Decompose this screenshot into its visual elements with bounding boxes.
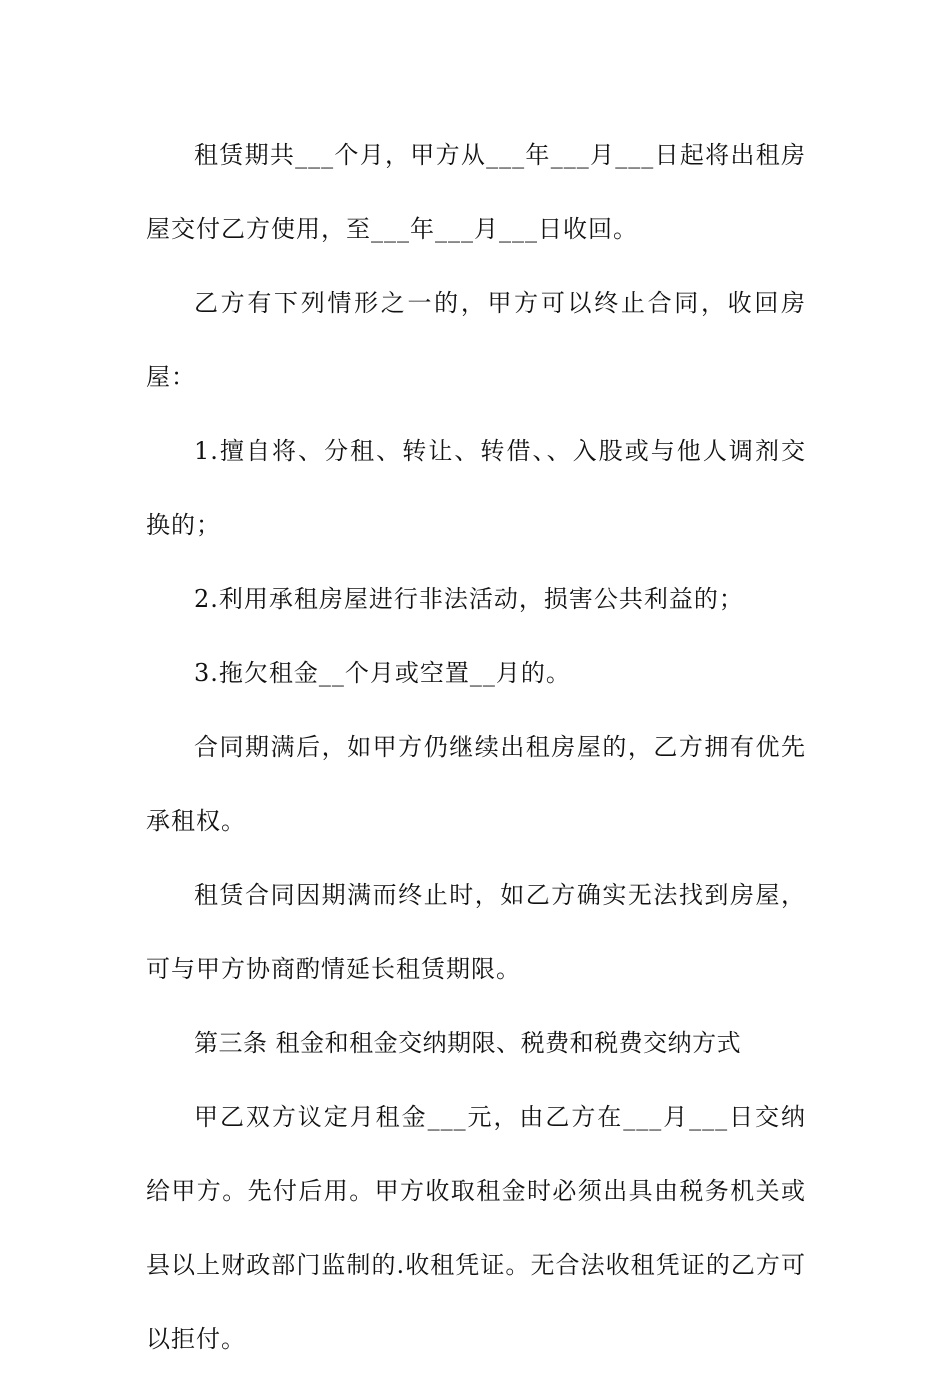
paragraph-lease-term: 租赁期共___个月，甲方从___年___月___日起将出租房屋交付乙方使用，至___年___月___日收回。 bbox=[146, 141, 806, 243]
section-heading-article-3: 第三条 租金和租金交纳期限、税费和税费交纳方式 bbox=[194, 1029, 742, 1057]
paragraph-termination-intro: 乙方有下列情形之一的，甲方可以终止合同，收回房屋： bbox=[146, 289, 806, 391]
paragraph-clause-3: 3.拖欠租金__个月或空置__月的。 bbox=[194, 659, 571, 687]
paragraph-extension: 租赁合同因期满而终止时，如乙方确实无法找到房屋，可与甲方协商酌情延长租赁期限。 bbox=[146, 881, 806, 983]
paragraph-clause-2: 2.利用承租房屋进行非法活动，损害公共利益的； bbox=[194, 585, 744, 613]
document-page bbox=[146, 118, 806, 1376]
paragraph-rent-payment: 甲乙双方议定月租金___元，由乙方在___月___日交纳给甲方。先付后用。甲方收取租金时必须出具由税务机关或县以上财政部门监制的.收租凭证。无合法收租凭证的乙方可以拒付。 bbox=[146, 1103, 806, 1353]
paragraph-renewal-priority: 合同期满后，如甲方仍继续出租房屋的，乙方拥有优先承租权。 bbox=[146, 733, 806, 835]
paragraph-clause-1: 1.擅自将、分租、转让、转借、、入股或与他人调剂交换的； bbox=[146, 437, 806, 539]
